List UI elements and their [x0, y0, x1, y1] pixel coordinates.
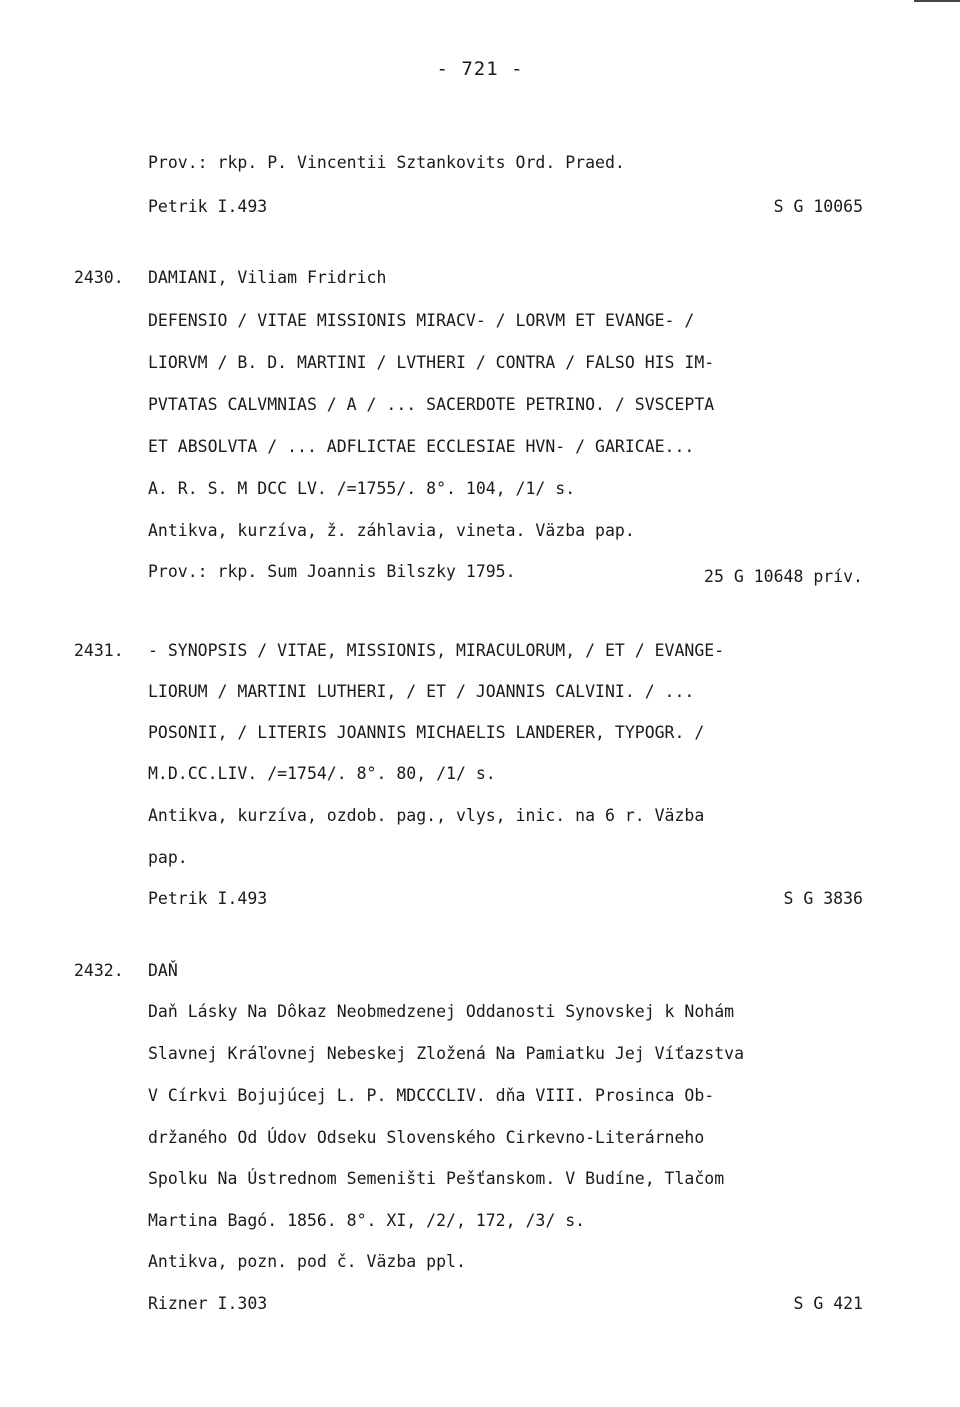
entry-number: 2432.	[74, 961, 124, 980]
entry-title-line: POSONII, / LITERIS JOANNIS MICHAELIS LANDERER, TYPOGR. /	[148, 723, 705, 742]
entry-number: 2431.	[74, 641, 124, 660]
entry-title-line: ET ABSOLVTA / ... ADFLICTAE ECCLESIAE HVN- / GARICAE...	[148, 437, 695, 456]
entry-imprint-line: A. R. S. M DCC LV. /=1755/. 8°. 104, /1/ s.	[148, 479, 576, 498]
entry-title-line: V Církvi Bojujúcej L. P. MDCCCLIV. dňa VIII. Prosinca Ob-	[148, 1086, 715, 1105]
bibliographic-reference: Petrik I.493	[148, 889, 268, 908]
entry-description: Antikva, pozn. pod č. Väzba ppl.	[148, 1252, 466, 1271]
shelf-signature: S G 3836	[783, 889, 863, 908]
entry-title-line: držaného Od Údov Odseku Slovenského Cirkevno-Literárneho	[148, 1128, 705, 1147]
shelf-signature: 25 G 10648 prív.	[704, 567, 863, 586]
entry-title-line: Slavnej Kráľovnej Nebeskej Zložená Na Pamiatku Jej Víťazstva	[148, 1044, 745, 1063]
entry-title-line: DEFENSIO / VITAE MISSIONIS MIRACV- / LORVM ET EVANGE- /	[148, 311, 695, 330]
entry-title-line: - SYNOPSIS / VITAE, MISSIONIS, MIRACULORUM, / ET / EVANGE-	[148, 641, 725, 660]
bibliographic-reference: Petrik I.493	[148, 197, 268, 216]
entry-imprint-line: M.D.CC.LIV. /=1754/. 8°. 80, /1/ s.	[148, 764, 496, 783]
shelf-signature: S G 10065	[773, 197, 863, 216]
provenance-line: Prov.: rkp. P. Vincentii Sztankovits Ord. Praed.	[148, 153, 625, 172]
entry-title-line: Spolku Na Ústrednom Semeništi Pešťanskom. V Budíne, Tlačom	[148, 1169, 725, 1188]
entry-title-line: Daň Lásky Na Dôkaz Neobmedzenej Oddanosti Synovskej k Nohám	[148, 1002, 735, 1021]
entry-imprint-line: Martina Bagó. 1856. 8°. XI, /2/, 172, /3/ s.	[148, 1211, 586, 1230]
shelf-signature: S G 421	[793, 1294, 863, 1313]
entry-description: pap.	[148, 848, 188, 867]
entry-author: DAŇ	[148, 961, 178, 980]
top-edge-rule	[914, 0, 960, 2]
entry-description: Antikva, kurzíva, ž. záhlavia, vineta. Väzba pap.	[148, 521, 635, 540]
entry-description: Antikva, kurzíva, ozdob. pag., vlys, inic. na 6 r. Väzba	[148, 806, 705, 825]
page-number: - 721 -	[436, 58, 524, 80]
entry-title-line: LIORUM / MARTINI LUTHERI, / ET / JOANNIS CALVINI. / ...	[148, 682, 695, 701]
entry-title-line: PVTATAS CALVMNIAS / A / ... SACERDOTE PETRINO. / SVSCEPTA	[148, 395, 715, 414]
bibliographic-reference: Rizner I.303	[148, 1294, 268, 1313]
entry-author: DAMIANI, Viliam Fridrich	[148, 268, 387, 287]
provenance-line: Prov.: rkp. Sum Joannis Bilszky 1795.	[148, 562, 516, 581]
entry-number: 2430.	[74, 268, 124, 287]
entry-title-line: LIORVM / B. D. MARTINI / LVTHERI / CONTRA / FALSO HIS IM-	[148, 353, 715, 372]
